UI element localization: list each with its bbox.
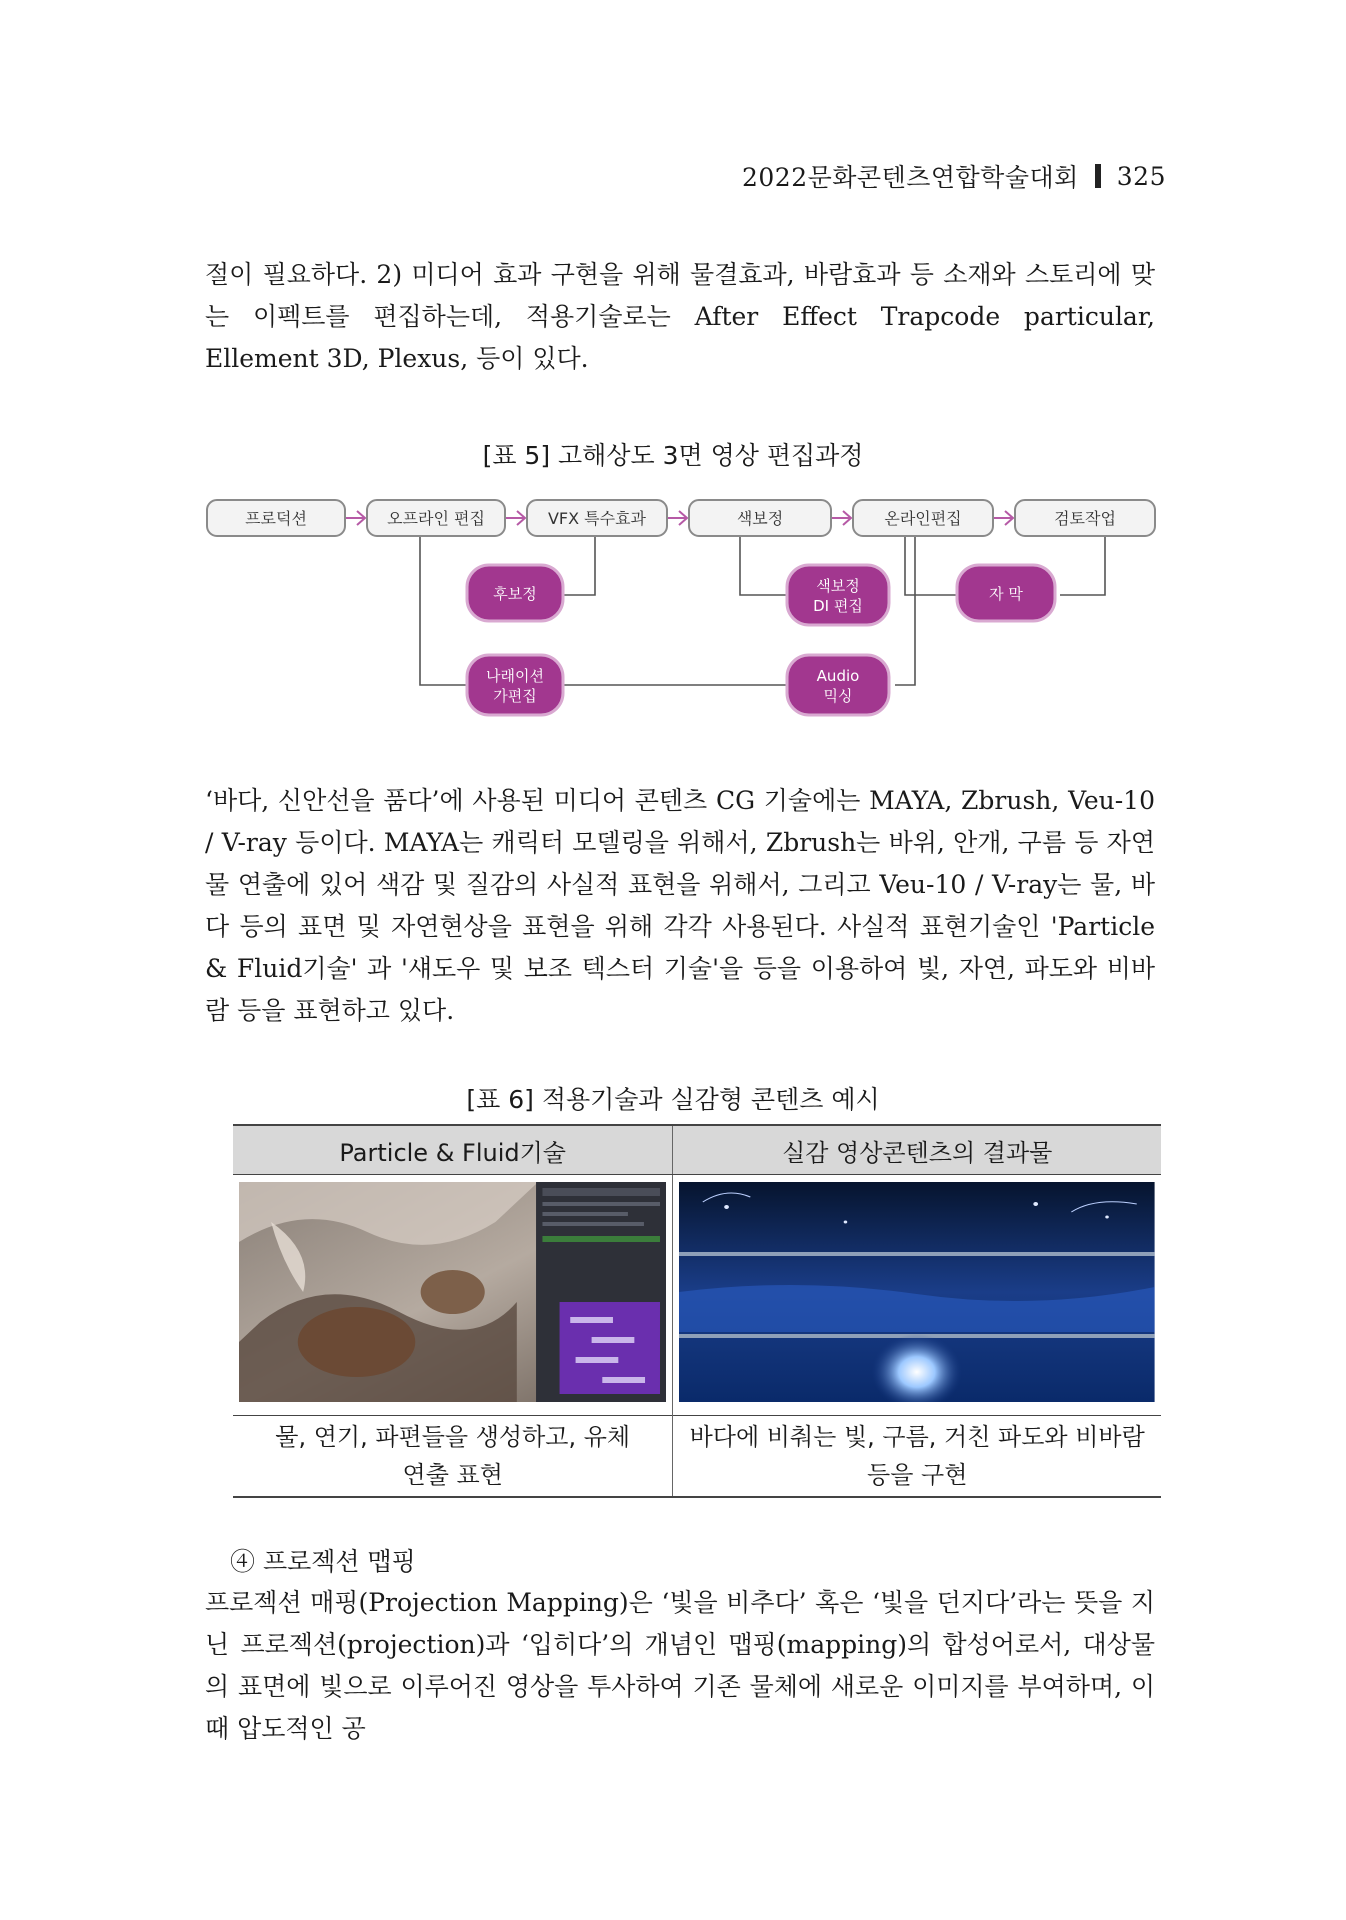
paragraph-2: ‘바다, 신안선을 품다’에 사용된 미디어 콘텐츠 CG 기술에는 MAYA, Zbrush, Veu-10 / V-ray 등이다. MAYA는 캐릭터 모델링을 위해서, Zbrush는 바위, 안개, 구름 등 자연물 연출에 있어 색감 및 질감의 사실적 표현을 위해서, 그리고 Veu-10 / V-ray는 물, 바다 등의 표면 및 자연현상을 표현을 위해 각각 사용된다. 사실적 표현기술인 'Particle & Fluid기술' 과 '섀도우 및 보조 텍스터 기술'을 등을 이용하여 빛, 자연, 파도와 비바람 등을 표현하고 있다.	[205, 786, 1155, 1025]
svg-text:나래이션: 나래이션	[486, 667, 544, 685]
arrow-5	[993, 511, 1013, 525]
node-audio-mixing	[787, 655, 889, 715]
svg-text:후보정: 후보정	[493, 585, 537, 603]
node-subtitle	[957, 565, 1055, 621]
step-vfx	[527, 500, 667, 536]
arrow-1	[345, 511, 365, 525]
table6-header-right: 실감 영상콘텐츠의 결과물	[673, 1125, 1161, 1175]
node-color-di-edit	[787, 565, 889, 625]
svg-text:오프라인 편집: 오프라인 편집	[387, 509, 485, 528]
table6-caption: [표 6] 적용기술과 실감형 콘텐츠 예시	[466, 1085, 880, 1114]
table6	[233, 1124, 1161, 1498]
arrow-4	[831, 511, 851, 525]
svg-text:색보정: 색보정	[816, 577, 860, 595]
conference-title: 2022문화콘텐츠연합학술대회	[742, 163, 1079, 192]
step-review	[1015, 500, 1155, 536]
node-post-correction	[467, 565, 563, 621]
svg-text:색보정: 색보정	[736, 509, 784, 528]
editing-process-flowchart	[205, 480, 1165, 740]
table6-desc-left: 물, 연기, 파편들을 생성하고, 유체 연출 표현	[233, 1416, 673, 1498]
step-offline-edit	[367, 500, 505, 536]
svg-text:자 막: 자 막	[989, 585, 1023, 603]
svg-text:Audio: Audio	[816, 667, 860, 685]
paragraph-3: 프로젝션 매핑(Projection Mapping)은 ‘빛을 비추다’ 혹은 ‘빛을 던지다’라는 뜻을 지닌 프로젝션(projection)과 ‘입히다’의 개념인 맵핑(mapping)의 합성어로서, 대상물의 표면에 빛으로 이루어진 영상을 투사하여 기존 물체에 새로운 이미지를 부여하며, 이때 압도적인 공	[205, 1588, 1155, 1743]
node-narration-rough-edit	[467, 655, 563, 715]
paragraph-1: 절이 필요하다. 2) 미디어 효과 구현을 위해 물결효과, 바람효과 등 소재와 스토리에 맞는 이펙트를 편집하는데, 적용기술로는 After Effect Trapcode particular, Ellement 3D, Plexus, 등이 있다.	[205, 260, 1155, 373]
realistic-content-image	[673, 1175, 1161, 1416]
svg-text:믹싱: 믹싱	[823, 687, 853, 705]
arrow-2	[505, 511, 525, 525]
page-number: 325	[1116, 161, 1166, 191]
svg-text:온라인편집: 온라인편집	[884, 509, 962, 528]
svg-text:VFX 특수효과: VFX 특수효과	[547, 509, 647, 528]
svg-text:프로덕션: 프로덕션	[245, 509, 307, 528]
particle-fluid-image	[233, 1175, 673, 1416]
step-production	[207, 500, 345, 536]
running-header	[742, 158, 1166, 194]
svg-text:검토작업: 검토작업	[1054, 509, 1116, 528]
table5-caption: [표 5] 고해상도 3면 영상 편집과정	[482, 441, 864, 470]
header-separator	[1095, 164, 1101, 188]
table6-desc-right: 바다에 비춰는 빛, 구름, 거친 파도와 비바람 등을 구현	[673, 1416, 1161, 1498]
svg-text:DI 편집: DI 편집	[813, 597, 863, 615]
arrow-3	[667, 511, 687, 525]
step-color-correction	[689, 500, 831, 536]
table6-header-left: Particle & Fluid기술	[233, 1125, 673, 1175]
section-heading: ④ 프로젝션 맵핑	[230, 1547, 416, 1576]
step-online-edit	[853, 500, 993, 536]
svg-text:가편집: 가편집	[493, 687, 537, 705]
